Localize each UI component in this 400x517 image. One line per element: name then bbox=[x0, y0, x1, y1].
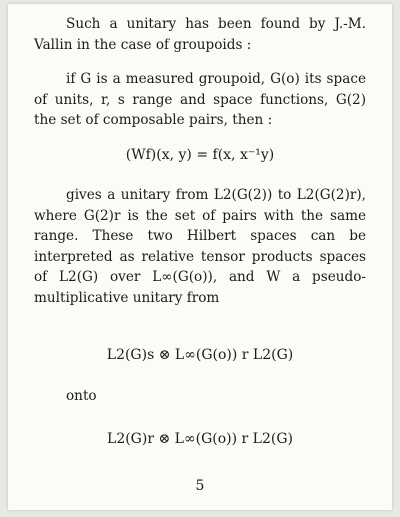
paragraph-1 bbox=[34, 14, 366, 55]
paragraph-2-text: if G is a measured groupoid, G(o) its space of units, r, s range and space functions, G(2) the set of composable pairs, then : bbox=[34, 71, 366, 128]
equation-1-text: (Wf)(x, y) = f(x, x⁻¹y) bbox=[125, 147, 275, 163]
equation-tensor-product-source bbox=[8, 347, 392, 363]
paragraph-1-text: Such a unitary has been found by J.-M. Vallin in the case of groupoids : bbox=[34, 16, 366, 53]
paragraph-3 bbox=[34, 185, 366, 308]
equation-tensor-product-target bbox=[8, 431, 392, 447]
equation-unitary-definition bbox=[8, 147, 392, 163]
document-page bbox=[8, 4, 392, 510]
equation-2-text: L2(G)s ⊗ L∞(G(o)) r L2(G) bbox=[106, 347, 294, 363]
onto-text: onto bbox=[66, 388, 97, 404]
onto-label bbox=[66, 388, 97, 404]
page-number-text: 5 bbox=[195, 478, 205, 494]
page-number bbox=[8, 478, 392, 494]
paragraph-2 bbox=[34, 69, 366, 131]
equation-3-text: L2(G)r ⊗ L∞(G(o)) r L2(G) bbox=[107, 431, 293, 447]
paragraph-3-text: gives a unitary from L2(G(2)) to L2(G(2)r), where G(2)r is the set of pairs with the same range. These two Hilbert spaces can be interpreted as relative tensor products spaces of L2(G) over L∞(G(o)), and W a pseudo-multiplicative unitary from bbox=[34, 187, 366, 306]
